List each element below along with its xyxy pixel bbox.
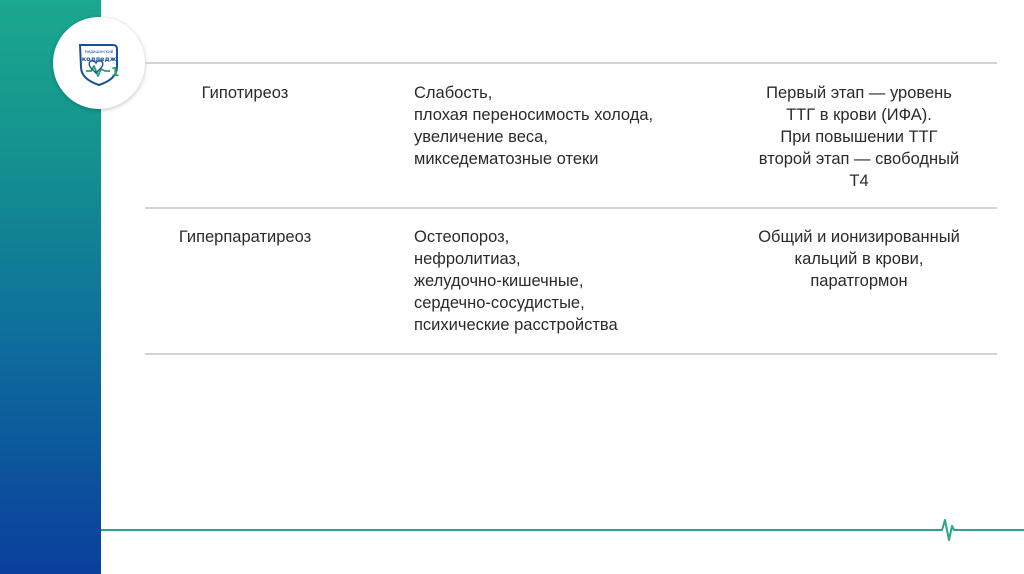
college-logo: [53, 17, 145, 109]
row2-disease-name: Гиперпаратиреоз: [178, 228, 312, 246]
logo-shield-icon: [53, 17, 145, 109]
row2-diagnostics: Общий и ионизированный кальций в крови, паратгормон: [758, 228, 960, 290]
logo-line-2: колледж: [81, 55, 117, 63]
logo-number: 1: [111, 65, 120, 79]
disease-table: [145, 62, 997, 355]
footer-line-left: [101, 529, 941, 531]
logo-line-1: медицинский: [84, 49, 114, 54]
row1-diagnostics: Первый этап — уровень ТТГ в крови (ИФА). При повышении ТТГ второй этап — свободный Т4: [758, 84, 960, 190]
footer-line-right: [960, 529, 1024, 531]
row2-symptoms: Остеопороз, нефролитиаз, желудочно-кишечные, сердечно-сосудистые, психические расстройства: [414, 228, 618, 334]
heartbeat-pulse-icon: [937, 516, 961, 544]
row1-disease-name: Гипотиреоз: [201, 84, 289, 102]
row1-symptoms: Слабость, плохая переносимость холода, увеличение веса, микседематозные отеки: [414, 84, 654, 168]
table-rule-bottom: [145, 353, 997, 355]
